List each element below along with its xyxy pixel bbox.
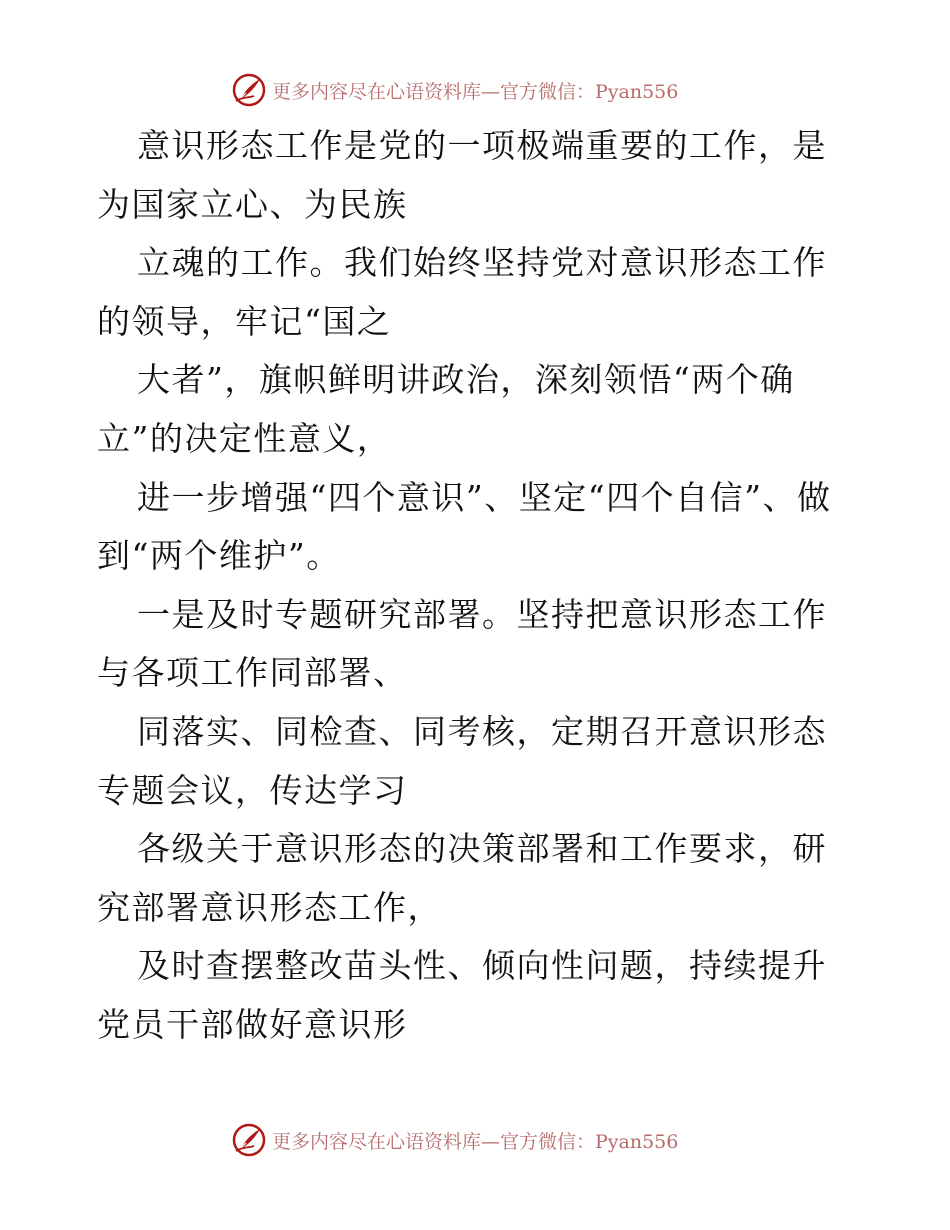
watermark-dash: — xyxy=(481,80,501,103)
document-body xyxy=(97,117,857,1055)
paragraph: 大者”，旗帜鲜明讲政治，深刻领悟“两个确立”的决定性意义， xyxy=(97,360,795,458)
watermark-footer xyxy=(232,1122,678,1158)
watermark-text xyxy=(272,77,678,104)
watermark-site-name: 更多内容尽在心语资料库 xyxy=(272,80,482,103)
watermark-header xyxy=(232,72,678,108)
paragraph: 同落实、同检查、同考核，定期召开意识形态专题会议，传达学习 xyxy=(97,711,827,810)
paragraph: 及时查摆整改苗头性、倾向性问题，持续提升党员干部做好意识形 xyxy=(97,946,827,1044)
quill-pen-logo-icon xyxy=(232,73,266,107)
paragraph: 各级关于意识形态的决策部署和工作要求，研究部署意识形态工作， xyxy=(97,829,827,927)
paragraph: 意识形态工作是党的一项极端重要的工作，是为国家立心、为民族 xyxy=(97,126,827,224)
watermark-dash: — xyxy=(481,1130,501,1153)
watermark-wechat: 官方微信：Pyan556 xyxy=(500,80,679,103)
paragraph: 立魂的工作。我们始终坚持党对意识形态工作的领导，牢记“国之 xyxy=(97,243,827,341)
watermark-site-name: 更多内容尽在心语资料库 xyxy=(272,1130,482,1153)
paragraph: 一是及时专题研究部署。坚持把意识形态工作与各项工作同部署、 xyxy=(97,594,827,693)
watermark-text xyxy=(272,1127,678,1154)
quill-pen-logo-icon xyxy=(232,1123,266,1157)
paragraph: 进一步增强“四个意识”、坚定“四个自信”、做到“两个维护”。 xyxy=(97,477,832,576)
watermark-wechat: 官方微信：Pyan556 xyxy=(500,1130,679,1153)
